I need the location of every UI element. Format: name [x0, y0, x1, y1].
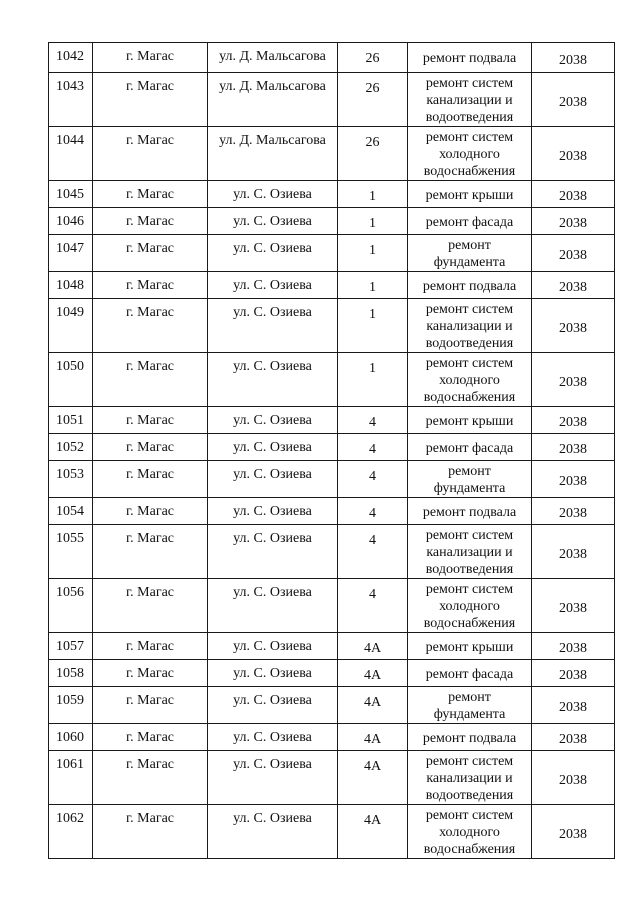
city-cell: г. Магас	[93, 407, 208, 434]
work-type-cell: ремонт фасада	[408, 660, 532, 687]
row-number: 1045	[49, 181, 93, 208]
house-number-cell: 4А	[338, 805, 408, 859]
city-cell: г. Магас	[93, 498, 208, 525]
year-cell: 2038	[532, 633, 615, 660]
house-number-cell: 1	[338, 299, 408, 353]
row-number: 1061	[49, 751, 93, 805]
city-cell: г. Магас	[93, 272, 208, 299]
street-cell: ул. С. Озиева	[208, 498, 338, 525]
work-type-cell: ремонт фасада	[408, 434, 532, 461]
city-cell: г. Магас	[93, 724, 208, 751]
street-cell: ул. С. Озиева	[208, 299, 338, 353]
work-type-cell: ремонт систем холодного водоснабжения	[408, 579, 532, 633]
work-type-cell: ремонт систем холодного водоснабжения	[408, 127, 532, 181]
street-cell: ул. С. Озиева	[208, 181, 338, 208]
table-row	[49, 751, 615, 805]
city-cell: г. Магас	[93, 299, 208, 353]
work-type-cell: ремонт крыши	[408, 181, 532, 208]
year-cell: 2038	[532, 127, 615, 181]
year-cell: 2038	[532, 407, 615, 434]
city-cell: г. Магас	[93, 127, 208, 181]
row-number: 1060	[49, 724, 93, 751]
row-number: 1053	[49, 461, 93, 498]
house-number-cell: 1	[338, 181, 408, 208]
street-cell: ул. С. Озиева	[208, 525, 338, 579]
table-row	[49, 434, 615, 461]
row-number: 1062	[49, 805, 93, 859]
work-type-cell: ремонт подвала	[408, 724, 532, 751]
house-number-cell: 26	[338, 73, 408, 127]
city-cell: г. Магас	[93, 43, 208, 73]
street-cell: ул. С. Озиева	[208, 461, 338, 498]
house-number-cell: 4А	[338, 633, 408, 660]
repair-schedule-table	[48, 42, 615, 859]
table-row	[49, 461, 615, 498]
year-cell: 2038	[532, 525, 615, 579]
work-type-cell: ремонт подвала	[408, 272, 532, 299]
table-row	[49, 43, 615, 73]
city-cell: г. Магас	[93, 751, 208, 805]
row-number: 1050	[49, 353, 93, 407]
row-number: 1044	[49, 127, 93, 181]
house-number-cell: 4	[338, 407, 408, 434]
year-cell: 2038	[532, 353, 615, 407]
row-number: 1054	[49, 498, 93, 525]
row-number: 1055	[49, 525, 93, 579]
city-cell: г. Магас	[93, 525, 208, 579]
year-cell: 2038	[532, 299, 615, 353]
year-cell: 2038	[532, 43, 615, 73]
year-cell: 2038	[532, 687, 615, 724]
table-row	[49, 299, 615, 353]
street-cell: ул. С. Озиева	[208, 407, 338, 434]
house-number-cell: 4А	[338, 751, 408, 805]
table-row	[49, 579, 615, 633]
table-row	[49, 660, 615, 687]
row-number: 1052	[49, 434, 93, 461]
street-cell: ул. С. Озиева	[208, 353, 338, 407]
street-cell: ул. С. Озиева	[208, 687, 338, 724]
street-cell: ул. С. Озиева	[208, 724, 338, 751]
work-type-cell: ремонт систем холодного водоснабжения	[408, 805, 532, 859]
table-row	[49, 353, 615, 407]
house-number-cell: 4	[338, 525, 408, 579]
street-cell: ул. С. Озиева	[208, 208, 338, 235]
work-type-cell: ремонт систем канализации и водоотведения	[408, 73, 532, 127]
city-cell: г. Магас	[93, 181, 208, 208]
table-row	[49, 687, 615, 724]
street-cell: ул. С. Озиева	[208, 272, 338, 299]
city-cell: г. Магас	[93, 235, 208, 272]
row-number: 1059	[49, 687, 93, 724]
work-type-cell: ремонт фундамента	[408, 687, 532, 724]
work-type-cell: ремонт систем канализации и водоотведения	[408, 751, 532, 805]
year-cell: 2038	[532, 461, 615, 498]
house-number-cell: 1	[338, 272, 408, 299]
house-number-cell: 4	[338, 498, 408, 525]
house-number-cell: 1	[338, 235, 408, 272]
year-cell: 2038	[532, 579, 615, 633]
house-number-cell: 4А	[338, 687, 408, 724]
house-number-cell: 4	[338, 579, 408, 633]
table-row	[49, 235, 615, 272]
city-cell: г. Магас	[93, 461, 208, 498]
year-cell: 2038	[532, 660, 615, 687]
house-number-cell: 4А	[338, 660, 408, 687]
city-cell: г. Магас	[93, 208, 208, 235]
house-number-cell: 26	[338, 43, 408, 73]
year-cell: 2038	[532, 73, 615, 127]
table-row	[49, 272, 615, 299]
table-row	[49, 498, 615, 525]
house-number-cell: 1	[338, 353, 408, 407]
table-body	[49, 43, 615, 859]
row-number: 1042	[49, 43, 93, 73]
city-cell: г. Магас	[93, 73, 208, 127]
work-type-cell: ремонт фасада	[408, 208, 532, 235]
street-cell: ул. С. Озиева	[208, 579, 338, 633]
table-row	[49, 127, 615, 181]
city-cell: г. Магас	[93, 805, 208, 859]
street-cell: ул. Д. Мальсагова	[208, 127, 338, 181]
table-row	[49, 208, 615, 235]
year-cell: 2038	[532, 272, 615, 299]
row-number: 1049	[49, 299, 93, 353]
year-cell: 2038	[532, 498, 615, 525]
work-type-cell: ремонт фундамента	[408, 235, 532, 272]
row-number: 1043	[49, 73, 93, 127]
table-row	[49, 73, 615, 127]
work-type-cell: ремонт фундамента	[408, 461, 532, 498]
row-number: 1057	[49, 633, 93, 660]
work-type-cell: ремонт подвала	[408, 43, 532, 73]
table-row	[49, 724, 615, 751]
year-cell: 2038	[532, 434, 615, 461]
table-row	[49, 525, 615, 579]
year-cell: 2038	[532, 805, 615, 859]
street-cell: ул. С. Озиева	[208, 660, 338, 687]
year-cell: 2038	[532, 724, 615, 751]
work-type-cell: ремонт подвала	[408, 498, 532, 525]
city-cell: г. Магас	[93, 687, 208, 724]
street-cell: ул. Д. Мальсагова	[208, 43, 338, 73]
row-number: 1046	[49, 208, 93, 235]
row-number: 1048	[49, 272, 93, 299]
city-cell: г. Магас	[93, 434, 208, 461]
table-row	[49, 805, 615, 859]
year-cell: 2038	[532, 181, 615, 208]
work-type-cell: ремонт систем холодного водоснабжения	[408, 353, 532, 407]
house-number-cell: 4	[338, 434, 408, 461]
city-cell: г. Магас	[93, 633, 208, 660]
house-number-cell: 26	[338, 127, 408, 181]
city-cell: г. Магас	[93, 579, 208, 633]
street-cell: ул. С. Озиева	[208, 434, 338, 461]
street-cell: ул. С. Озиева	[208, 805, 338, 859]
year-cell: 2038	[532, 235, 615, 272]
street-cell: ул. С. Озиева	[208, 633, 338, 660]
city-cell: г. Магас	[93, 353, 208, 407]
work-type-cell: ремонт систем канализации и водоотведения	[408, 299, 532, 353]
city-cell: г. Магас	[93, 660, 208, 687]
work-type-cell: ремонт систем канализации и водоотведения	[408, 525, 532, 579]
house-number-cell: 1	[338, 208, 408, 235]
year-cell: 2038	[532, 208, 615, 235]
repair-schedule-table-container	[48, 42, 614, 859]
row-number: 1058	[49, 660, 93, 687]
house-number-cell: 4	[338, 461, 408, 498]
row-number: 1051	[49, 407, 93, 434]
street-cell: ул. Д. Мальсагова	[208, 73, 338, 127]
table-row	[49, 633, 615, 660]
street-cell: ул. С. Озиева	[208, 235, 338, 272]
house-number-cell: 4А	[338, 724, 408, 751]
row-number: 1056	[49, 579, 93, 633]
work-type-cell: ремонт крыши	[408, 407, 532, 434]
work-type-cell: ремонт крыши	[408, 633, 532, 660]
year-cell: 2038	[532, 751, 615, 805]
row-number: 1047	[49, 235, 93, 272]
table-row	[49, 407, 615, 434]
street-cell: ул. С. Озиева	[208, 751, 338, 805]
table-row	[49, 181, 615, 208]
